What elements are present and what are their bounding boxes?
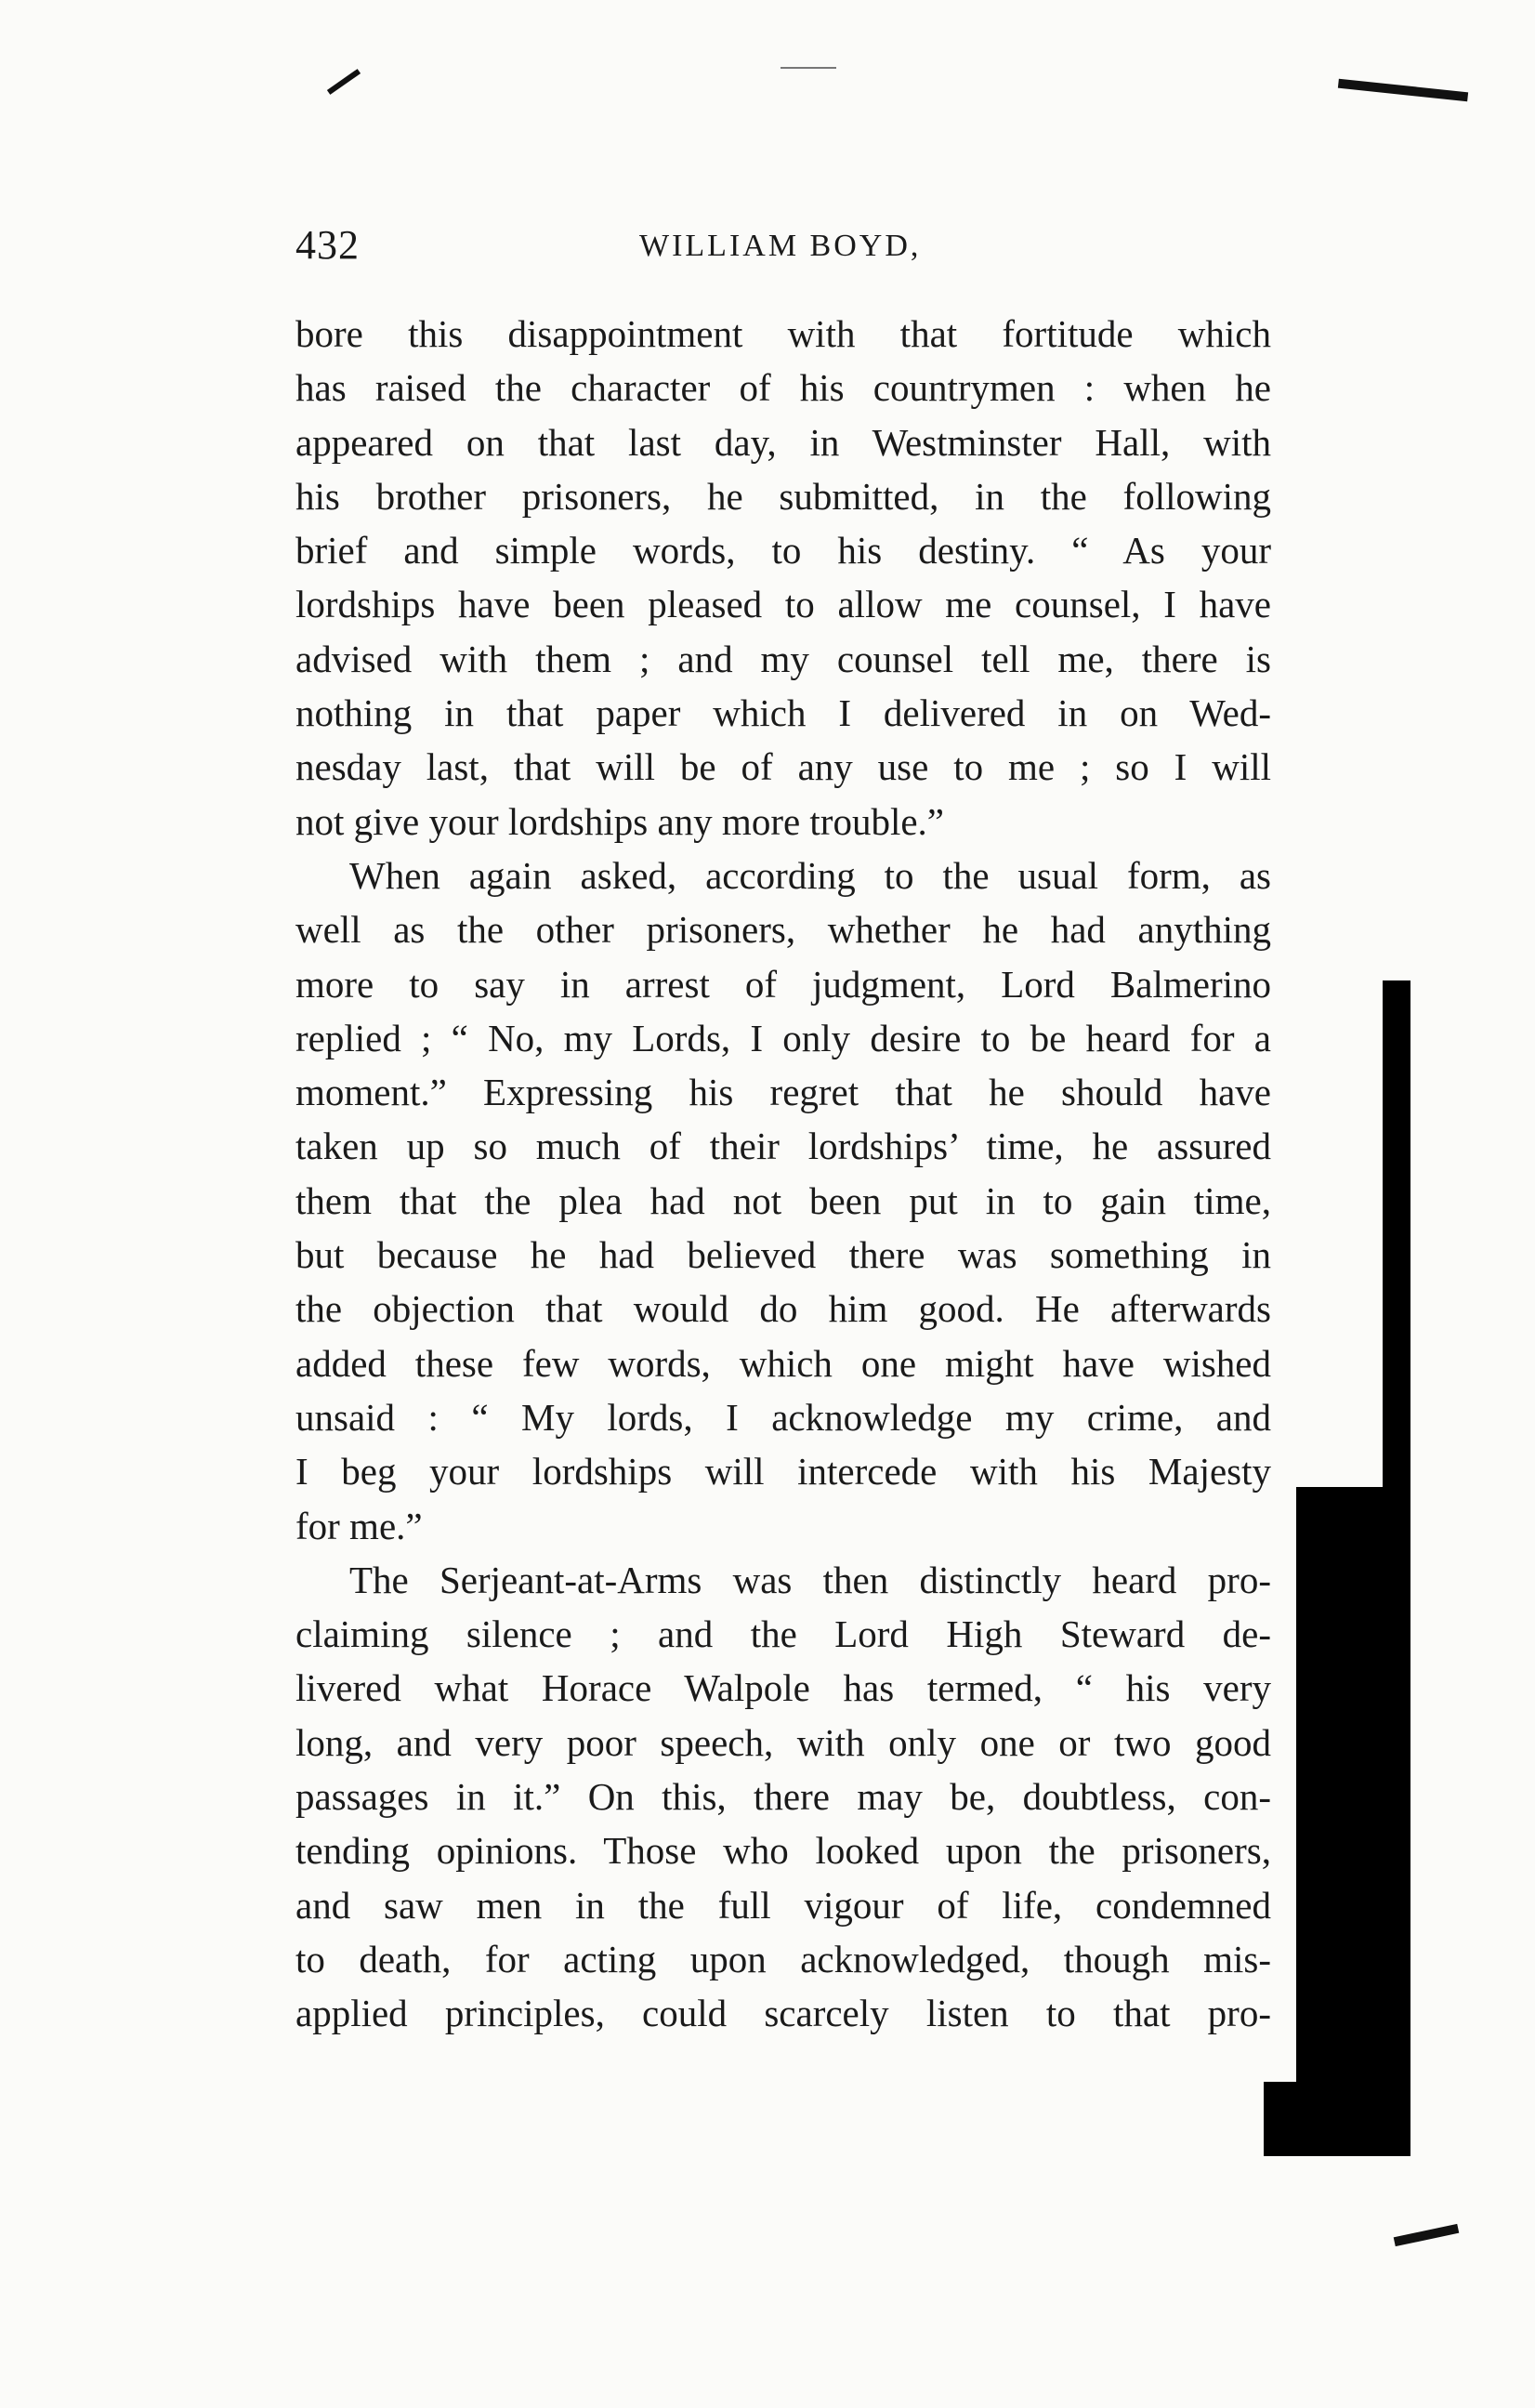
page-header [295,221,1271,277]
scan-speck-top-center [781,67,836,69]
page-number: 432 [295,222,360,268]
text-line: long, and very poor speech, with only one or two good [295,1720,1271,1764]
scan-edge-mark-top [1338,79,1468,102]
text-line: passages in it.” On this, there may be, doubtless, con- [295,1775,1271,1819]
text-line: them that the plea had not been put in to gain time, [295,1178,1271,1222]
text-line: added these few words, which one might have wished [295,1341,1271,1385]
text-line: unsaid : “ My lords, I acknowledge my crime, and [295,1395,1271,1439]
text-line: advised with them ; and my counsel tell me, there is [295,637,1271,680]
text-line: replied ; “ No, my Lords, I only desire to be heard for a [295,1016,1271,1059]
text-line: claiming silence ; and the Lord High Steward de- [295,1612,1271,1656]
text-line: When again asked, according to the usual form, as [349,853,1271,897]
text-line: I beg your lordships will intercede with his Majesty [295,1450,1271,1493]
scan-shadow-bottom [1264,2082,1410,2156]
text-line: to death, for acting upon acknowledged, though mis- [295,1937,1271,1980]
text-line: not give your lordships any more trouble.” [295,799,945,843]
text-line: has raised the character of his countrymen : when he [295,366,1271,410]
text-line: nothing in that paper which I delivered in on Wed- [295,691,1271,735]
running-head: WILLIAM BOYD, [639,229,922,263]
text-line: bore this disappointment with that fortitude which [295,312,1271,355]
text-line: brief and simple words, to his destiny. “ As your [295,529,1271,572]
text-line: applied principles, could scarcely listen to that pro- [295,1992,1271,2035]
body-text [295,307,1271,2041]
text-line: for me.” [295,1504,423,1547]
text-line: his brother prisoners, he submitted, in the following [295,474,1271,518]
text-line: and saw men in the full vigour of life, condemned [295,1883,1271,1927]
text-line: tending opinions. Those who looked upon the prisoners, [295,1829,1271,1873]
text-line: lordships have been pleased to allow me counsel, I have [295,583,1271,626]
scan-edge-mark-bottom [1394,2224,1460,2246]
text-line: nesday last, that will be of any use to me ; so I will [295,745,1271,789]
text-line: the objection that would do him good. He afterwards [295,1287,1271,1331]
text-line: The Serjeant-at-Arms was then distinctly heard pro- [349,1558,1271,1601]
text-line: livered what Horace Walpole has termed, “ his very [295,1666,1271,1710]
text-line: but because he had believed there was something in [295,1233,1271,1277]
text-line: well as the other prisoners, whether he had anything [295,908,1271,952]
text-line: appeared on that last day, in Westminster Hall, with [295,420,1271,464]
scan-shadow-upper [1383,980,1410,1487]
scan-shadow-lower [1296,1487,1410,2156]
text-line: more to say in arrest of judgment, Lord Balmerino [295,962,1271,1006]
text-line: taken up so much of their lordships’ time, he assured [295,1125,1271,1168]
text-line: moment.” Expressing his regret that he should have [295,1071,1271,1114]
scan-speck [327,69,361,95]
